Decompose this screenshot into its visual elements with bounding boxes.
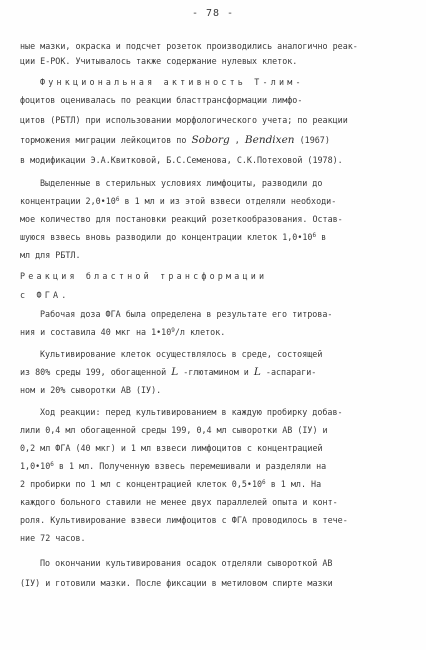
text-span: в	[316, 232, 327, 242]
text-span: ,	[229, 135, 245, 145]
text-line: ние 72 часов.	[20, 533, 86, 543]
handwritten-author-soborg: Soborg	[191, 134, 230, 146]
exponent: 6	[262, 479, 266, 486]
handwritten-l-symbol: L	[171, 366, 179, 378]
text-line-with-handwriting	[20, 366, 412, 378]
text-line: 0,2 мл ФГА (40 мкг) и 1 мл взвеси лимфоцитов с концентрацией	[20, 443, 323, 453]
text-line: ные мазки, окраска и подсчет розеток производились аналогично реак-	[20, 41, 358, 51]
text-line	[20, 195, 412, 207]
text-line: ции Е-РОК. Учитывалось также содержание нулевых клеток.	[20, 56, 298, 66]
text-line: По окончании культивирования осадок отделяли сывороткой АВ	[40, 558, 333, 568]
text-line: (IУ) и готовили мазки. После фиксации в метиловом спирте мазки	[20, 578, 333, 588]
page-number: - 78 -	[191, 8, 235, 19]
text-line: цитов (РБТЛ) при использовании морфологического учета; по реакции	[20, 115, 348, 125]
exponent: 9	[171, 327, 175, 334]
text-span: из 80% среды 199, обогащенной	[20, 367, 172, 377]
text-line: мое количество для постановки реакций розеткообразования. Остав-	[20, 214, 343, 224]
text-line	[20, 460, 412, 472]
text-span: -глютамином и	[178, 367, 254, 377]
section-heading: с ФГА.	[20, 290, 70, 300]
text-line	[20, 478, 412, 490]
exponent: 6	[115, 196, 120, 203]
text-line	[20, 326, 412, 338]
text-line: Рабочая доза ФГА была определена в результате его титрова-	[40, 309, 333, 319]
text-span: шуюся взвесь вновь разводили до концентрации клеток 1,0•10	[20, 232, 313, 242]
exponent: 6	[312, 232, 317, 239]
text-span: ния и составила 40 мкг на 1•10	[20, 327, 172, 337]
section-heading: Функциональная активность Т-лим-	[40, 77, 304, 87]
text-line: Культивирование клеток осуществлялось в среде, состоящей	[40, 349, 323, 359]
text-line	[20, 231, 412, 243]
handwritten-author-bendixen: Bendixen	[244, 134, 295, 146]
text-line: фоцитов оценивалась по реакции бласттрансформации лимфо-	[20, 95, 303, 105]
text-span: концентрации 2,0•10	[20, 196, 116, 206]
text-span: (1967)	[294, 135, 330, 145]
handwritten-l-symbol: L	[253, 366, 261, 378]
text-line: Выделенные в стерильных условиях лимфоциты, разводили до	[40, 178, 323, 188]
text-span: торможения миграции лейкоцитов по	[20, 135, 192, 145]
text-span: /л клеток.	[174, 327, 226, 337]
text-span: 1,0•10	[20, 461, 51, 471]
text-line: Ход реакции: перед культивированием в каждую пробирку добав-	[40, 407, 343, 417]
text-line: лили 0,4 мл обогащенной среды 199, 0,4 мл сыворотки АВ (IУ) и	[20, 425, 328, 435]
text-line: в модификации Э.А.Квитковой, Б.С.Семенова, С.К.Потеховой (1978).	[20, 155, 343, 165]
text-line-with-handwriting	[20, 134, 412, 146]
text-span: в 1 мл и из этой взвеси отделяли необходи-	[119, 196, 337, 206]
text-line: каждого больного ставили не менее двух параллелей опыта и конт-	[20, 497, 338, 507]
text-line: ном и 20% сыворотки АВ (IУ).	[20, 385, 162, 395]
text-line: роля. Культивирование взвеси лимфоцитов с ФГА проводилось в тече-	[20, 515, 348, 525]
text-span: в 1 мл. На	[265, 479, 322, 489]
text-span: -аспараги-	[260, 367, 317, 377]
text-span: в 1 мл. Полученную взвесь перемешивали и разделяли на	[53, 461, 327, 471]
section-heading: Реакция бластной трансформации	[20, 271, 268, 281]
text-span: 2 пробирки по 1 мл с концентрацией клеток 0,5•10	[20, 479, 263, 489]
text-line: мл для РБТЛ.	[20, 250, 81, 260]
exponent: 6	[50, 461, 54, 468]
